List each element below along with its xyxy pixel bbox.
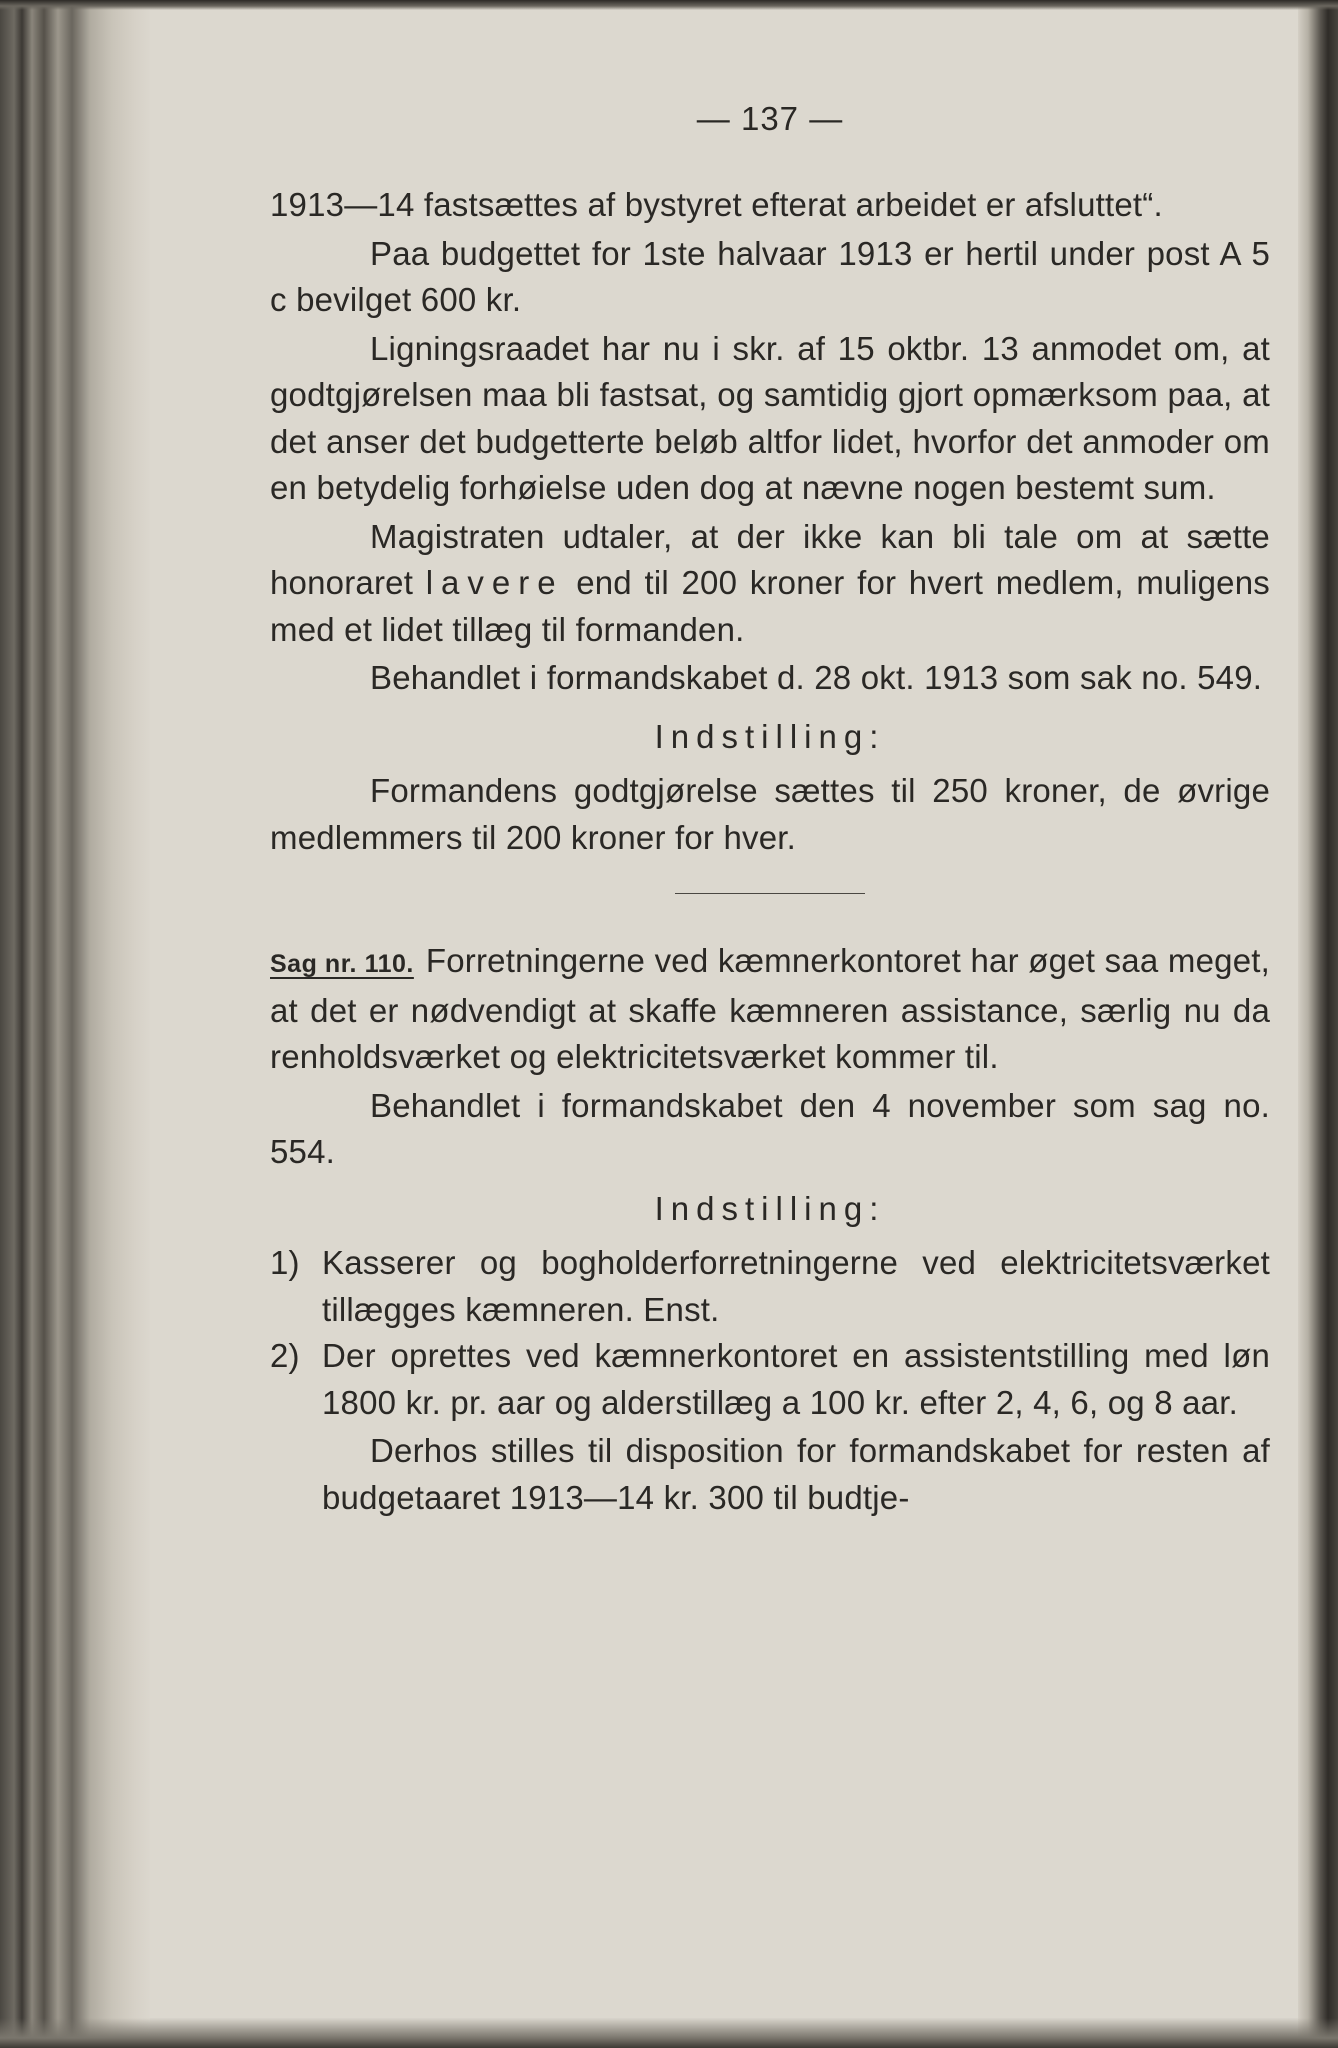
indstilling-heading-1: Indstilling: [654, 717, 886, 755]
paragraph-4-start: Magistraten udtaler, at der ikke kan bli tale om at sætte honoraret [270, 517, 1270, 601]
section-divider [675, 893, 865, 894]
paragraph-5: Behandlet i formandskabet d. 28 okt. 1913 som sak no. 549. [370, 659, 1263, 696]
paragraph-7-text: Forretningerne ved kæmnerkontoret har øget saa meget, at det er nødvendigt at skaffe kæmneren assistance, særlig nu da renholdsværket og elektricitetsværket kommer til. [270, 942, 1270, 1075]
left-binding-edge [0, 0, 150, 2048]
bottom-edge [0, 2018, 1338, 2048]
paragraph-2: Paa budgettet for 1ste halvaar 1913 er hertil under post A 5 c bevilget 600 kr. [270, 234, 1270, 318]
paragraph-1: 1913—14 fastsættes af bystyret efterat arbeidet er afsluttet“. [270, 186, 1163, 223]
paragraph-9: Derhos stilles til disposition for formandskabet for resten af budgetaaret 1913—14 kr. 300 til budtje- [322, 1432, 1270, 1516]
list-item-text: Der oprettes ved kæmnerkontoret en assistentstilling med løn 1800 kr. pr. aar og alderstillæg a 100 kr. efter 2, 4, 6, og 8 aar. [322, 1337, 1270, 1421]
paragraph-8: Behandlet i formandskabet den 4 november som sag no. 554. [270, 1086, 1270, 1170]
paragraph-7 [270, 938, 1270, 1081]
paragraph-3: Ligningsraadet har nu i skr. af 15 oktbr. 13 anmodet om, at godtgjørelsen maa bli fastsat, og samtidig gjort opmærksom paa, at det anser det budgetterte beløb altfor lidet, hvorfor det anmoder om en betydelig forhøielse uden dog at nævne nogen bestemt sum. [270, 329, 1270, 506]
spaced-emphasis-word: lavere [425, 564, 564, 601]
page-body [270, 182, 1270, 1521]
top-edge [0, 0, 1338, 10]
paragraph-4-end: end til 200 kroner for hvert medlem, muligens med et lidet tillæg til formanden. [270, 564, 1270, 648]
page-number: — 137 — [696, 100, 844, 137]
list-item-number: 2) [270, 1337, 300, 1374]
list-item [270, 1333, 1270, 1426]
page [150, 10, 1298, 2018]
recommendation-list [270, 1240, 1270, 1426]
list-item-text: Kasserer og bogholderforretningerne ved elektricitetsværket tillægges kæmneren. Enst. [322, 1244, 1270, 1328]
indstilling-heading-2: Indstilling: [654, 1189, 886, 1227]
list-item [270, 1240, 1270, 1333]
list-item-number: 1) [270, 1244, 300, 1281]
paragraph-6: Formandens godtgjørelse sættes til 250 kroner, de øvrige medlemmers til 200 kroner for hver. [270, 772, 1270, 856]
paragraph-4 [270, 514, 1270, 654]
case-number-label: Sag nr. 110. [270, 950, 414, 978]
right-binding-edge [1298, 0, 1338, 2048]
